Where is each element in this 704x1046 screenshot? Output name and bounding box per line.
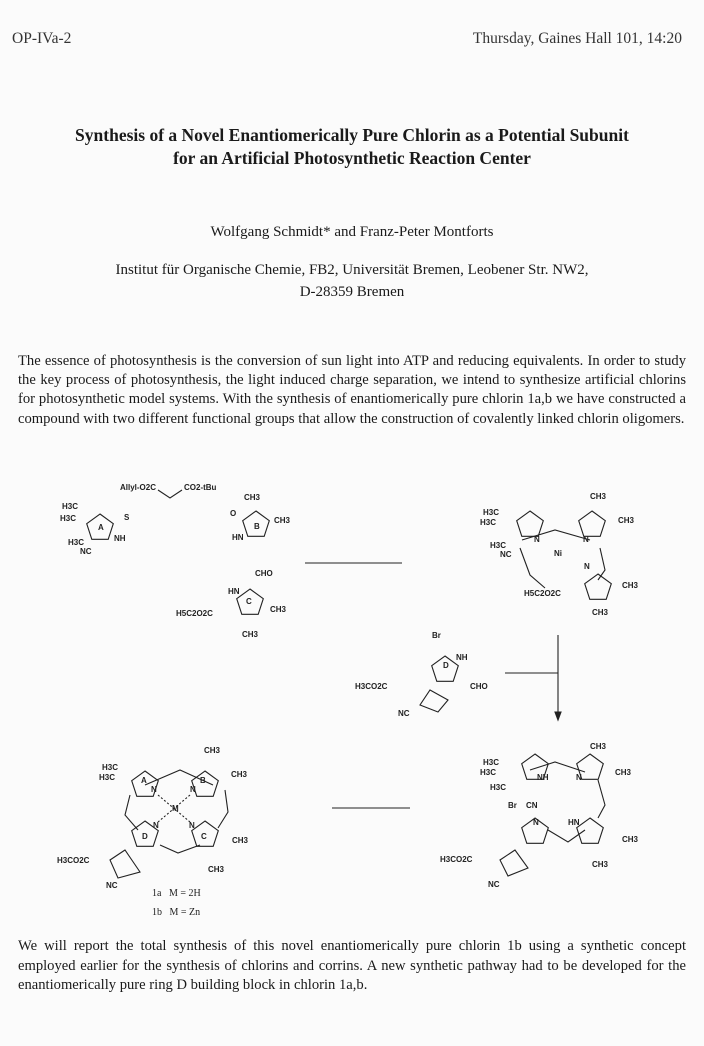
atom-label: NC [500,550,512,559]
atom-label: NH [456,653,468,662]
atom-label: CH3 [208,865,225,874]
paper-title [0,124,704,170]
bicyclic-bridges [110,690,528,878]
atom-label: B [200,776,206,785]
arrowhead [555,712,561,720]
atom-label: CH3 [590,742,607,751]
malonate-labels [120,483,217,492]
session-info: Thursday, Gaines Hall 101, 14:20 [472,30,682,47]
atom-label: H5C2O2C [176,609,213,618]
bilin-labels [440,742,639,889]
ring-a-labels [60,502,130,556]
atom-label: N [153,821,159,830]
atom-label: H3C [490,783,507,792]
atom-label: Br [432,631,441,640]
atom-label: HN [232,533,244,542]
ring-c-labels [176,569,287,639]
atom-label: CH3 [232,836,249,845]
atom-label: A [98,523,104,532]
atom-label: CHO [255,569,273,578]
atom-label: HN [568,818,580,827]
atom-label: D [142,832,148,841]
atom-label: S [124,513,130,522]
compound-1b-label: 1b M = Zn [152,907,201,918]
atom-label: N [584,562,590,571]
affiliation-line-2: D-28359 Bremen [299,284,405,300]
atom-label: CH3 [615,768,632,777]
atom-label: CHO [470,682,488,691]
atom-label: H3CO2C [355,682,388,691]
atom-label: CH3 [592,608,609,617]
chlorin-labels [57,746,249,918]
atom-label: NC [488,880,500,889]
atom-label: NC [106,881,118,890]
atom-label: CH3 [592,860,609,869]
atom-label: H3C [99,773,116,782]
atom-label: N [189,821,195,830]
abstract-code: OP-IVa-2 [12,30,72,47]
atom-label: CH3 [622,581,639,590]
atom-label: H3C [490,541,507,550]
atom-label: D [443,661,449,670]
atom-label: H3C [483,758,500,767]
atom-label: N [190,785,196,794]
atom-label: H3C [60,514,77,523]
atom-label: C [246,597,252,606]
atom-label: H3C [480,518,497,527]
atom-label: B [254,522,260,531]
abstract-paragraph: The essence of photosynthesis is the conversion of sun light into ATP and reducing equivalents. In order to study the key process of photosynthesis, the light induced charge separation, we intend to synthesize artificial chlorins for photosynthetic model systems. With the synthesis of enantiomerically pure chlorin 1a,b we have constructed a compound with two different functional groups that allow the construction of covalently linked chlorin oligomers. [18,353,686,427]
atom-label: N [583,535,589,544]
pyrrole-ring [577,818,604,843]
nickel-complex-labels [480,492,639,617]
atom-label: H3CO2C [57,856,90,865]
reaction-arrow-2 [505,635,558,718]
title-line-2: for an Artificial Photosynthetic Reaction Center [173,148,531,168]
pyrrole-ring [579,511,606,536]
atom-label: NC [80,547,92,556]
atom-label: N [576,773,582,782]
conclusion-paragraph: We will report the total synthesis of this novel enantiomerically pure chlorin 1b using a synthetic concept employed earlier for the synthesis of chlorins and corrins. A new synthetic pathway had to be developed for the enantiomerically pure ring D building block in chlorin 1a,b. [18,938,686,994]
atom-label: N [533,818,539,827]
atom-label: Ni [554,549,562,558]
atom-label: CO2-tBu [184,483,217,492]
atom-label: M [172,804,179,813]
atom-label: H3C [68,538,85,547]
affiliation [0,259,704,303]
atom-label: HN [228,587,240,596]
authors: Wolfgang Schmidt* and Franz-Peter Montforts [210,224,494,240]
atom-label: CH3 [204,746,221,755]
atom-label: C [201,832,207,841]
title-line-1: Synthesis of a Novel Enantiomerically Pure Chlorin as a Potential Subunit [75,125,629,145]
atom-label: CH3 [231,770,248,779]
atom-label: Allyl-O2C [120,483,157,492]
atom-label: N [151,785,157,794]
atom-label: CH3 [244,493,261,502]
atom-label: H3C [102,763,119,772]
atom-label: H3C [480,768,497,777]
ring-b-labels [230,493,291,542]
atom-label: NH [114,534,126,543]
atom-label: CH3 [270,605,287,614]
atom-label: NC [398,709,410,718]
atom-label: H5C2O2C [524,589,561,598]
pyrrole-ring [585,574,612,599]
synthesis-scheme [0,470,704,930]
atom-label: NH [537,773,549,782]
scheme-rings [87,511,612,846]
malonate-bonds [158,490,182,498]
atom-label: CH3 [622,835,639,844]
atom-label: H3C [483,508,500,517]
atom-label: CH3 [590,492,607,501]
ring-d-labels [355,631,488,718]
atom-label: CH3 [274,516,291,525]
compound-1a-label: 1a M = 2H [152,888,201,899]
atom-label: H3C [62,502,79,511]
nickel-complex-links [520,530,605,588]
atom-label: A [141,776,147,785]
atom-label: CH3 [618,516,635,525]
atom-label: O [230,509,237,518]
pyrrole-ring [517,511,544,536]
atom-label: CN [526,801,538,810]
atom-label: H3CO2C [440,855,473,864]
atom-label: N [534,535,540,544]
atom-label: Br [508,801,517,810]
atom-label: CH3 [242,630,259,639]
affiliation-line-1: Institut für Organische Chemie, FB2, Universität Bremen, Leobener Str. NW2, [115,262,589,278]
